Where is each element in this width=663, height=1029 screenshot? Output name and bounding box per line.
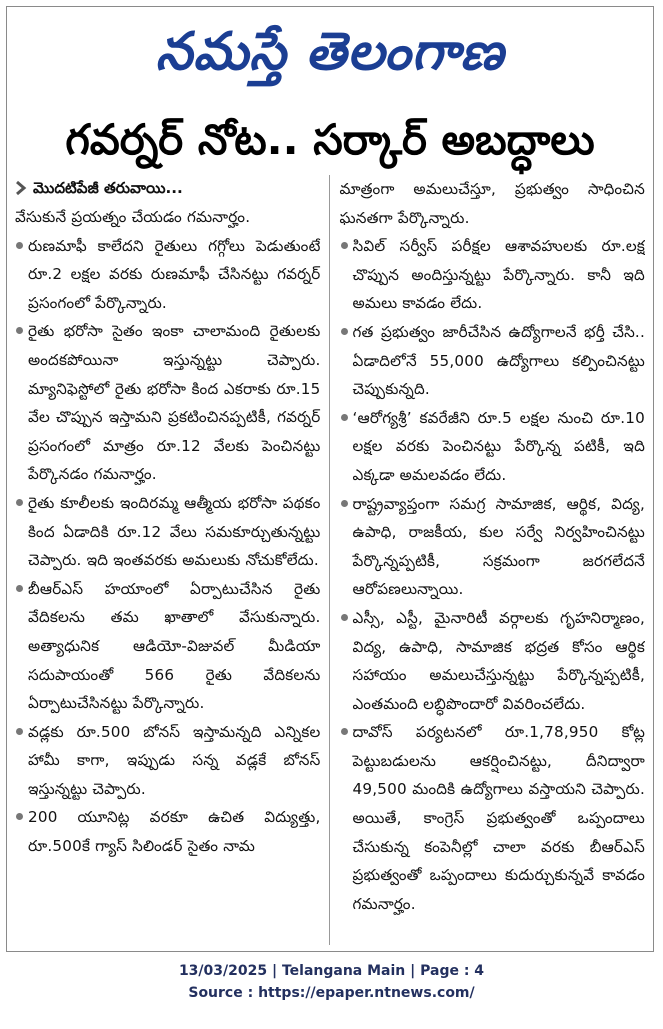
list-item bbox=[340, 490, 646, 604]
list-item bbox=[15, 575, 321, 718]
continued-from-front-page bbox=[15, 175, 321, 201]
list-item-text: గత ప్రభుత్వం జారీచేసిన ఉద్యోగాలనే భర్తీ చేసి.. ఏడాదిలోనే 55,000 ఉద్యోగాలు కల్పించినట్టు చెప్పుకున్నది. bbox=[352, 322, 645, 399]
list-item bbox=[340, 718, 646, 918]
article-body bbox=[15, 175, 645, 945]
list-item-text: ఎస్సీ, ఎస్టీ, మైనారిటీ వర్గాలకు గృహనిర్మాణం, విద్య, ఉపాధి, సామాజిక భద్రత కోసం ఆర్థిక సహాయం అమలుచేస్తున్నట్టు పేర్కొన్నప్పటికీ, ఎంతమంది లబ్ధిపొందారో వివరించలేదు. bbox=[352, 608, 645, 713]
left-intro: వేసుకునే ప్రయత్నం చేయడం గమనార్హం. bbox=[15, 208, 251, 226]
list-item bbox=[15, 489, 321, 575]
list-item-text: రైతు కూలీలకు ఇందిరమ్మ ఆత్మీయ భరోసా పథకం కింద ఏడాదికి రూ.12 వేలు సమకూర్చుతున్నట్టు చెప్పారు. ఇది ఇంతవరకు అమలుకు నోచుకోలేదు. bbox=[28, 493, 321, 570]
list-item-text: వడ్లకు రూ.500 బోనస్ ఇస్తామన్నది ఎన్నికల హామీ కాగా, ఇప్పుడు సన్న వడ్లకే బోనస్ ఇస్తున్నట్టు చెప్పారు. bbox=[28, 722, 321, 798]
right-intro: మాత్రంగా అమలుచేస్తూ, ప్రభుత్వం సాధించిన ఘనతగా పేర్కొన్నారు. bbox=[339, 180, 645, 227]
list-item-text: 200 యూనిట్ల వరకూ ఉచిత విద్యుత్తు, రూ.500కే గ్యాస్ సిలిండర్ సైతం నామ bbox=[28, 808, 321, 856]
chevron-right-icon bbox=[15, 180, 27, 196]
edition-info: 13/03/2025 | Telangana Main | Page : 4 bbox=[178, 963, 485, 979]
list-item-text: సివిల్ సర్వీస్ పరీక్షల ఆశావహులకు రూ.లక్ష చొప్పున అందిస్తున్నట్టు పేర్కొన్నారు. కానీ ఇది అమలు కావడం లేదు. bbox=[352, 237, 645, 313]
right-column bbox=[330, 175, 646, 945]
left-column bbox=[15, 175, 330, 945]
bullet-icon bbox=[341, 414, 348, 421]
continued-label: మొదటిపేజీ తరువాయి... bbox=[33, 179, 183, 197]
bullet-icon bbox=[341, 328, 348, 335]
newspaper-clipping bbox=[6, 6, 654, 952]
bullet-icon bbox=[341, 500, 348, 507]
list-item-text: బీఆర్ఎస్ హయాంలో ఏర్పాటుచేసిన రైతు వేదికలను తమ ఖాతాలో వేసుకున్నారు. అత్యాధునిక ఆడియో-విజువల్ మీడియా సదుపాయంతో 566 రైతు వేదికలను ఏర్పాటుచేసినట్టు పేర్కొన్నారు. bbox=[28, 579, 321, 713]
list-item bbox=[340, 232, 646, 318]
bullet-icon bbox=[341, 242, 348, 249]
article-headline: గవర్నర్ నోట.. సర్కార్ అబద్ధాలు bbox=[65, 115, 595, 164]
list-item-text: రాష్ట్రవ్యాప్తంగా సమగ్ర సామాజిక, ఆర్థిక, విద్య, ఉపాధి, రాజకీయ, కుల సర్వే నిర్వహించినట్టు పేర్కొన్నప్పటికీ, సక్రమంగా జరగలేదనే ఆరోపణలున్నాయి. bbox=[352, 494, 645, 599]
bullet-icon bbox=[341, 728, 348, 735]
bullet-icon bbox=[16, 327, 23, 334]
list-item-text: రుణమాఫీ కాలేదని రైతులు గగ్గోలు పెడుతుంటే రూ.2 లక్షల వరకు రుణమాఫీ చేసినట్టు గవర్నర్ ప్రసంగంలో పేర్కొన్నారు. bbox=[28, 236, 321, 312]
bullet-icon bbox=[16, 499, 23, 506]
source-footer bbox=[0, 960, 663, 1004]
list-item-text: ‘ఆరోగ్యశ్రీ’ కవరేజీని రూ.5 లక్షల నుంచి రూ.10 లక్షల వరకు పెంచినట్టు పేర్కొన్న పటికీ, ఇది ఎక్కడా అమలవడం లేదు. bbox=[352, 408, 645, 484]
list-item bbox=[15, 718, 321, 804]
list-item bbox=[15, 803, 321, 860]
list-item bbox=[340, 604, 646, 718]
list-item bbox=[15, 317, 321, 489]
list-item bbox=[340, 404, 646, 490]
list-item-text: రైతు భరోసా సైతం ఇంకా చాలామంది రైతులకు అందకపోయినా ఇస్తున్నట్టు చెప్పారు. మ్యానిఫెస్టోలో రైతు భరోసా కింద ఎకరాకు రూ.15 వేల చొప్పున ఇస్తామని ప్రకటించినప్పటికీ, గవర్నర్ ప్రసంగంలో మాత్రం రూ.12 వేలకు పెంచినట్టు పేర్కొనడం గమనార్హం. bbox=[28, 322, 321, 484]
bullet-icon bbox=[16, 813, 23, 820]
bullet-icon bbox=[341, 614, 348, 621]
masthead-logo: నమస్తే తెలంగాణ bbox=[155, 22, 505, 82]
list-item bbox=[340, 318, 646, 404]
source-link[interactable]: Source : https://epaper.ntnews.com/ bbox=[188, 985, 475, 1001]
list-item-text: దావోస్ పర్యటనలో రూ.1,78,950 కోట్ల పెట్టుబడులను ఆకర్షించినట్టు, దీనిద్వారా 49,500 మందికి ఉద్యోగాలు వస్తాయని చెప్పారు. అయితే, కాంగ్రెస్ ప్రభుత్వంతో ఒప్పందాలు చేసుకున్న కంపెనీల్లో చాలా వరకు బీఆర్ఎస్ ప్రభుత్వంతో ఒప్పందాలు కుదుర్చుకున్నవే కావడం గమనార్హం. bbox=[352, 723, 645, 913]
bullet-icon bbox=[16, 585, 23, 592]
bullet-icon bbox=[16, 728, 23, 735]
bullet-icon bbox=[16, 242, 23, 249]
list-item bbox=[15, 232, 321, 318]
